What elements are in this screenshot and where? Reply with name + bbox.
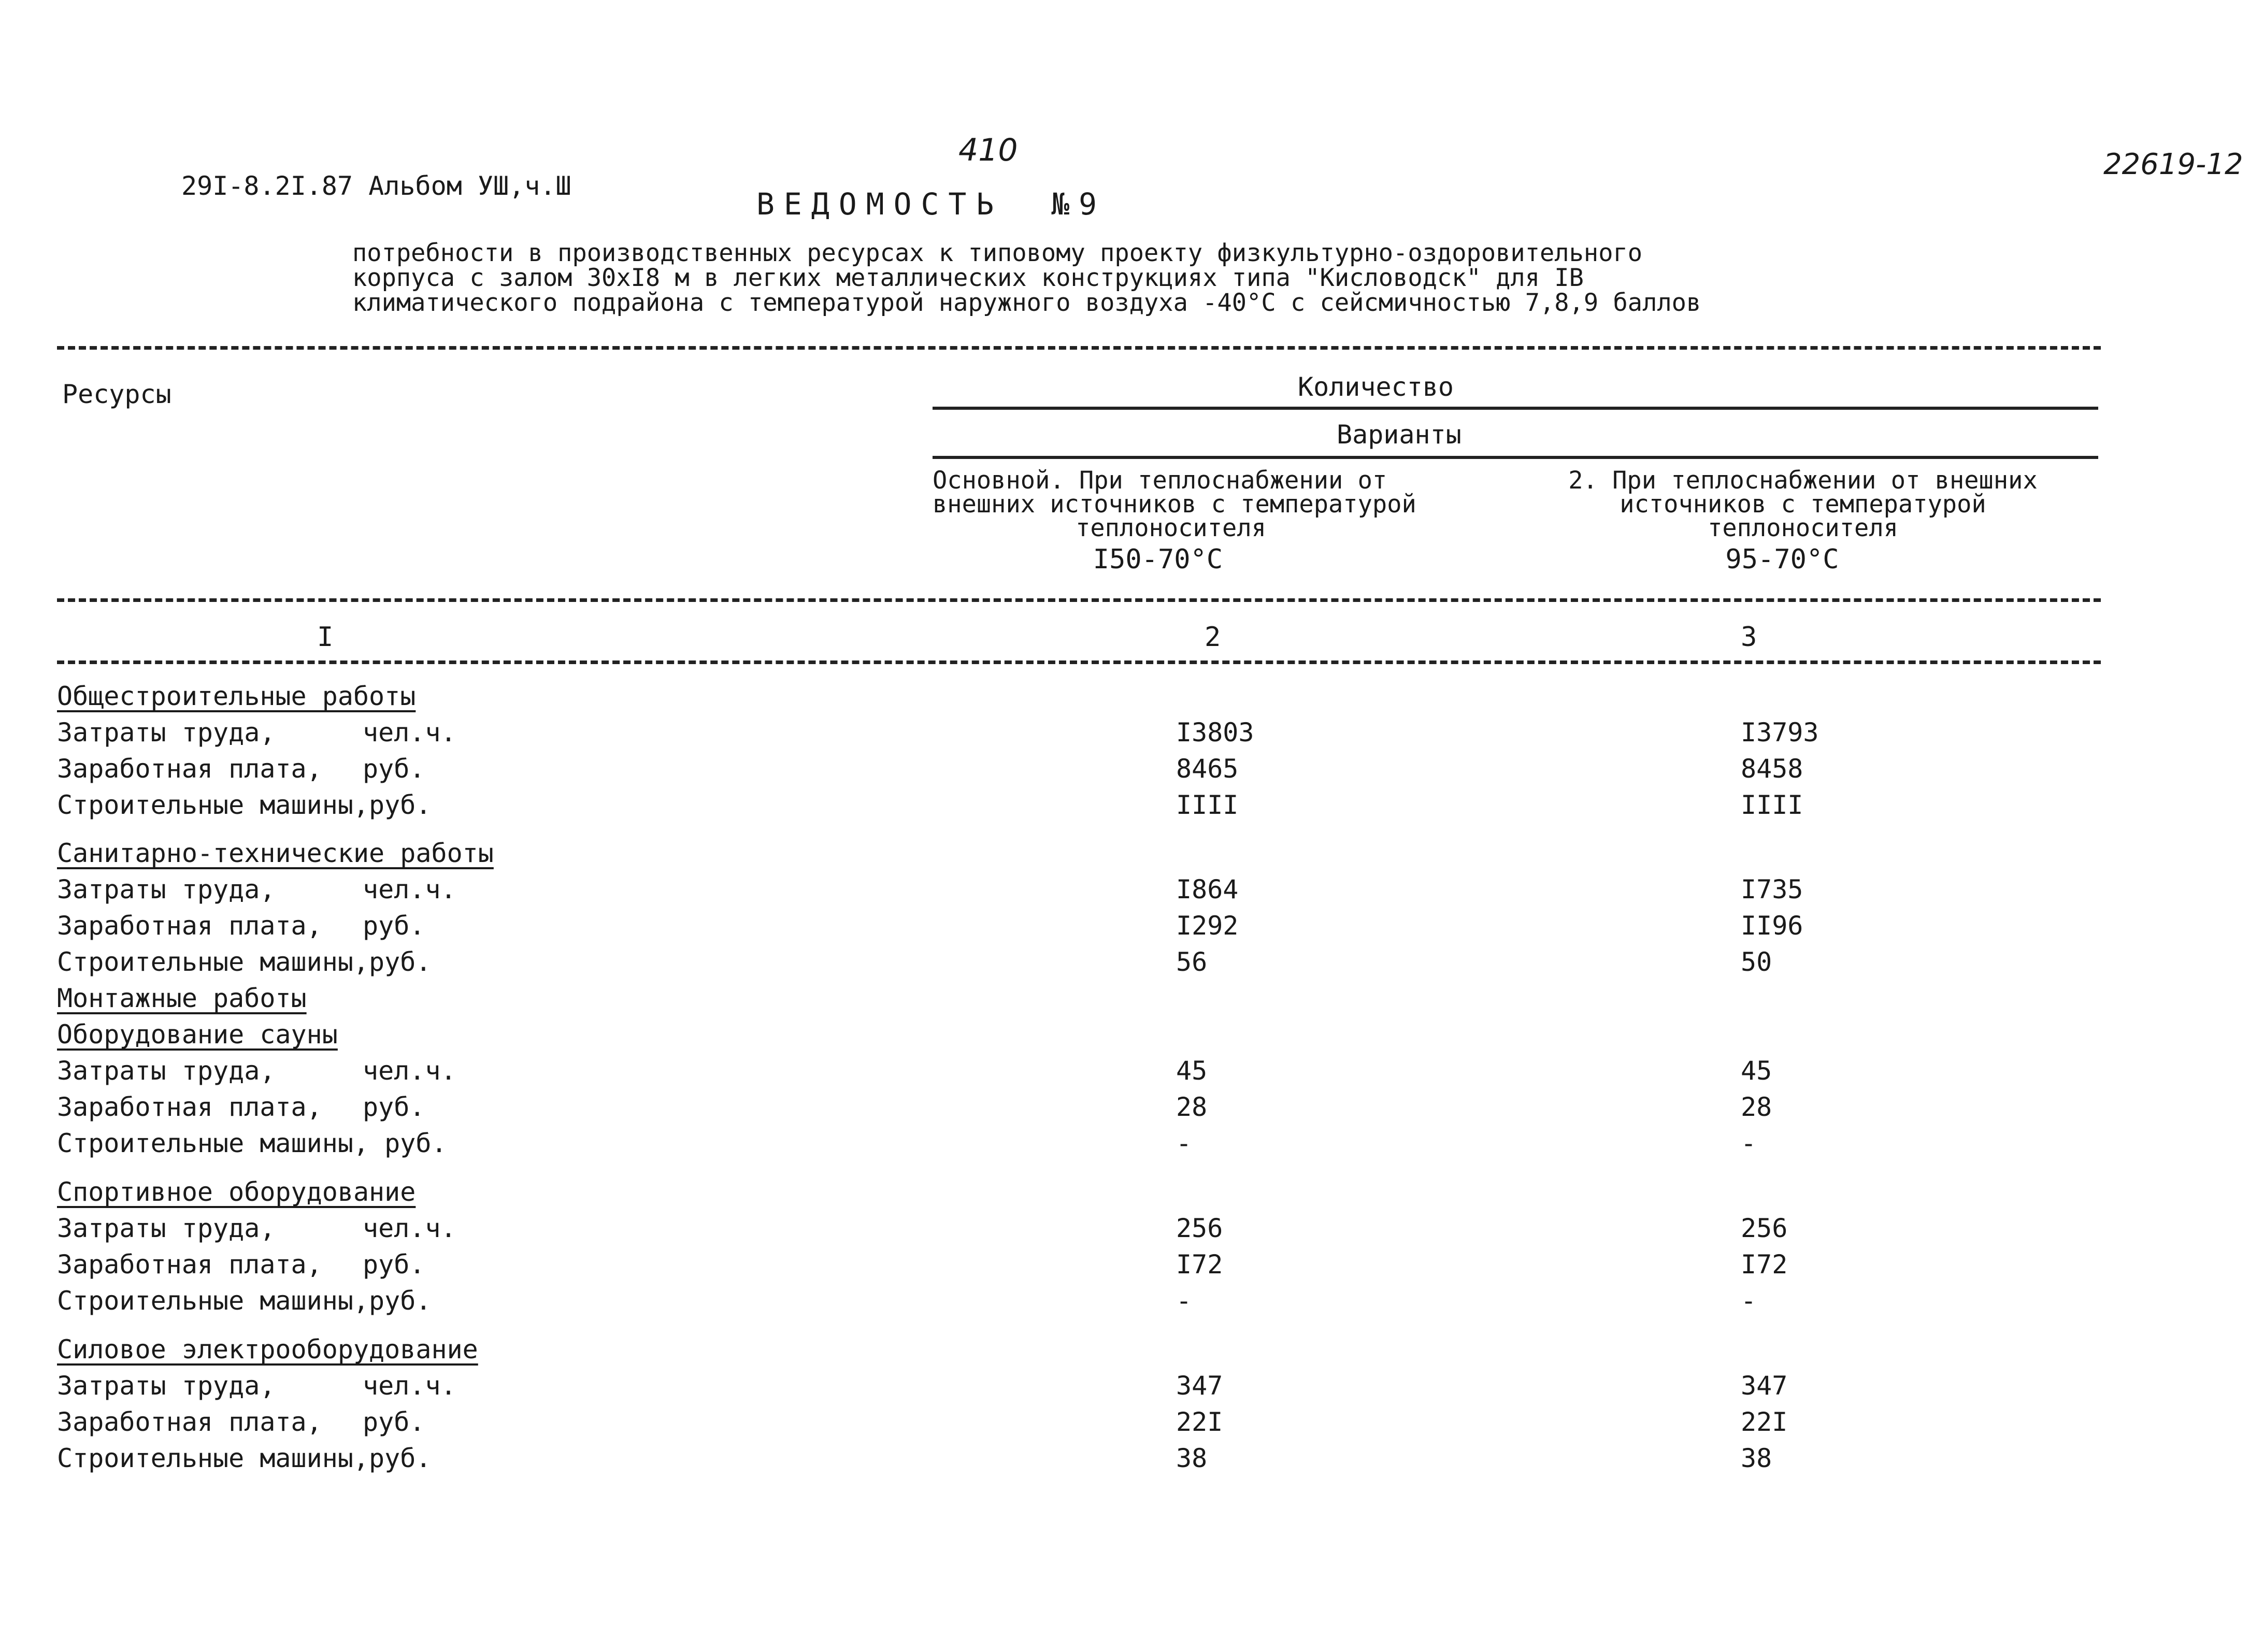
- subtitle-line-3: климатического подрайона с температурой наружного воздуха -40°С с сейсмичностью 7,8,9 баллов: [352, 289, 1701, 317]
- row-value-variant1: 45: [1176, 1056, 1208, 1086]
- row-label: Строительные машины,руб.: [57, 1443, 432, 1473]
- variants-header: Варианты: [1337, 420, 1461, 450]
- row-label: Заработная плата,: [57, 911, 322, 941]
- row-value-variant2: II96: [1741, 911, 1803, 941]
- row-value-variant2: 347: [1741, 1371, 1788, 1401]
- table-row: [0, 1407, 2264, 1443]
- row-label: Затраты труда,: [57, 1371, 276, 1401]
- subtitle-line-1: потребности в производственных ресурсах к типовому проекту физкультурно-оздоровительного: [352, 239, 1643, 267]
- row-value-variant2: I72: [1741, 1249, 1788, 1280]
- row-label: Затраты труда,: [57, 717, 276, 748]
- variant2-temp: 95-70°С: [1725, 544, 1839, 575]
- row-label: Строительные машины,руб.: [57, 947, 432, 977]
- section-title: Монтажные работы: [57, 983, 307, 1013]
- row-value-variant1: IIII: [1176, 790, 1239, 820]
- row-label: Строительные машины,руб.: [57, 790, 432, 820]
- variants-rule: [933, 456, 2098, 459]
- variant2-line-3: теплоносителя: [1708, 514, 1898, 542]
- row-value-variant2: I735: [1741, 874, 1803, 904]
- variant1-line-3: теплоносителя: [1076, 514, 1266, 542]
- row-label: Заработная плата,: [57, 754, 322, 784]
- table-row: [0, 1213, 2264, 1249]
- section-title: Силовое электрооборудование: [57, 1334, 478, 1364]
- variant2-header: [1518, 466, 2088, 575]
- table-row: [0, 790, 2264, 826]
- row-label: Заработная плата,: [57, 1092, 322, 1122]
- row-unit: чел.ч.: [363, 1213, 456, 1243]
- subtitle-line-2: корпуса с залом 30хI8 м в легких металлических конструкциях типа "Кисловодск" для IВ: [352, 264, 1584, 292]
- table-row: [0, 1371, 2264, 1407]
- row-unit: руб.: [363, 1249, 425, 1280]
- row-value-variant1: I292: [1176, 911, 1239, 941]
- row-value-variant1: I864: [1176, 874, 1239, 904]
- row-value-variant2: 50: [1741, 947, 1772, 977]
- row-label: Затраты труда,: [57, 1213, 276, 1243]
- col-number-3: 3: [1741, 622, 1757, 653]
- variant1-line-1: Основной. При теплоснабжении от: [933, 466, 1387, 495]
- variant2-line-1: 2. При теплоснабжении от внешних: [1568, 466, 2038, 495]
- section-title: Общестроительные работы: [57, 681, 416, 711]
- row-value-variant1: -: [1176, 1286, 1192, 1316]
- variant2-line-2: источников с температурой: [1620, 490, 1986, 519]
- page-title: [756, 186, 1106, 222]
- section-title: Санитарно-технические работы: [57, 838, 494, 868]
- row-label: Строительные машины,руб.: [57, 1286, 432, 1316]
- row-value-variant1: 56: [1176, 947, 1208, 977]
- row-unit: руб.: [363, 1092, 425, 1122]
- divider-col-numbers: [57, 660, 2101, 664]
- row-value-variant1: I3803: [1176, 717, 1254, 748]
- col-number-2: 2: [1205, 622, 1221, 653]
- row-unit: чел.ч.: [363, 1056, 456, 1086]
- divider-header-bottom: [57, 598, 2101, 602]
- section-subtitle: Оборудование сауны: [57, 1019, 338, 1050]
- row-label: Строительные машины, руб.: [57, 1128, 447, 1158]
- table-row: [0, 911, 2264, 947]
- title-number: №9: [1051, 186, 1107, 222]
- row-label: Затраты труда,: [57, 874, 276, 904]
- divider-top: [57, 346, 2101, 350]
- row-value-variant1: 28: [1176, 1092, 1208, 1122]
- table-row: [0, 874, 2264, 911]
- row-value-variant2: -: [1741, 1128, 1757, 1158]
- row-value-variant2: 38: [1741, 1443, 1772, 1473]
- row-unit: чел.ч.: [363, 874, 456, 904]
- row-value-variant2: 28: [1741, 1092, 1772, 1122]
- row-value-variant2: IIII: [1741, 790, 1803, 820]
- row-value-variant2: 22I: [1741, 1407, 1788, 1437]
- row-value-variant2: 45: [1741, 1056, 1772, 1086]
- row-value-variant2: -: [1741, 1286, 1757, 1316]
- resources-header: Ресурсы: [62, 379, 171, 409]
- table-row: [0, 947, 2264, 983]
- archive-number: 22619-12: [2103, 148, 2243, 181]
- row-value-variant2: 8458: [1741, 754, 1803, 784]
- title-text: ВЕДОМОСТЬ: [756, 186, 1004, 222]
- row-label: Затраты труда,: [57, 1056, 276, 1086]
- row-value-variant1: 38: [1176, 1443, 1208, 1473]
- row-value-variant1: -: [1176, 1128, 1192, 1158]
- row-value-variant1: 8465: [1176, 754, 1239, 784]
- variant1-temp: I50-70°С: [1093, 544, 1223, 575]
- row-label: Заработная плата,: [57, 1407, 322, 1437]
- page-number: 410: [958, 132, 1018, 168]
- table-row: [0, 1092, 2264, 1128]
- row-unit: чел.ч.: [363, 1371, 456, 1401]
- table-row: [0, 1286, 2264, 1322]
- row-unit: руб.: [363, 911, 425, 941]
- row-value-variant1: 256: [1176, 1213, 1223, 1243]
- table-row: [0, 1443, 2264, 1479]
- row-value-variant1: 22I: [1176, 1407, 1223, 1437]
- table-row: [0, 1128, 2264, 1165]
- subtitle: [352, 241, 1701, 315]
- row-unit: руб.: [363, 754, 425, 784]
- variant1-header: [933, 466, 1451, 575]
- row-value-variant2: I3793: [1741, 717, 1819, 748]
- section-title: Спортивное оборудование: [57, 1177, 416, 1207]
- doc-code: 29I-8.2I.87 Альбом УШ,ч.Ш: [181, 171, 571, 201]
- table-row: [0, 1056, 2264, 1092]
- row-value-variant2: 256: [1741, 1213, 1788, 1243]
- row-value-variant1: I72: [1176, 1249, 1223, 1280]
- table-row: [0, 754, 2264, 790]
- quantity-rule: [933, 407, 2098, 410]
- col-number-1: I: [317, 622, 334, 653]
- quantity-header: Количество: [1298, 372, 1454, 402]
- table-row: [0, 1249, 2264, 1286]
- row-label: Заработная плата,: [57, 1249, 322, 1280]
- row-unit: чел.ч.: [363, 717, 456, 748]
- variant1-line-2: внешних источников с температурой: [933, 490, 1416, 519]
- row-value-variant1: 347: [1176, 1371, 1223, 1401]
- row-unit: руб.: [363, 1407, 425, 1437]
- table-row: [0, 717, 2264, 754]
